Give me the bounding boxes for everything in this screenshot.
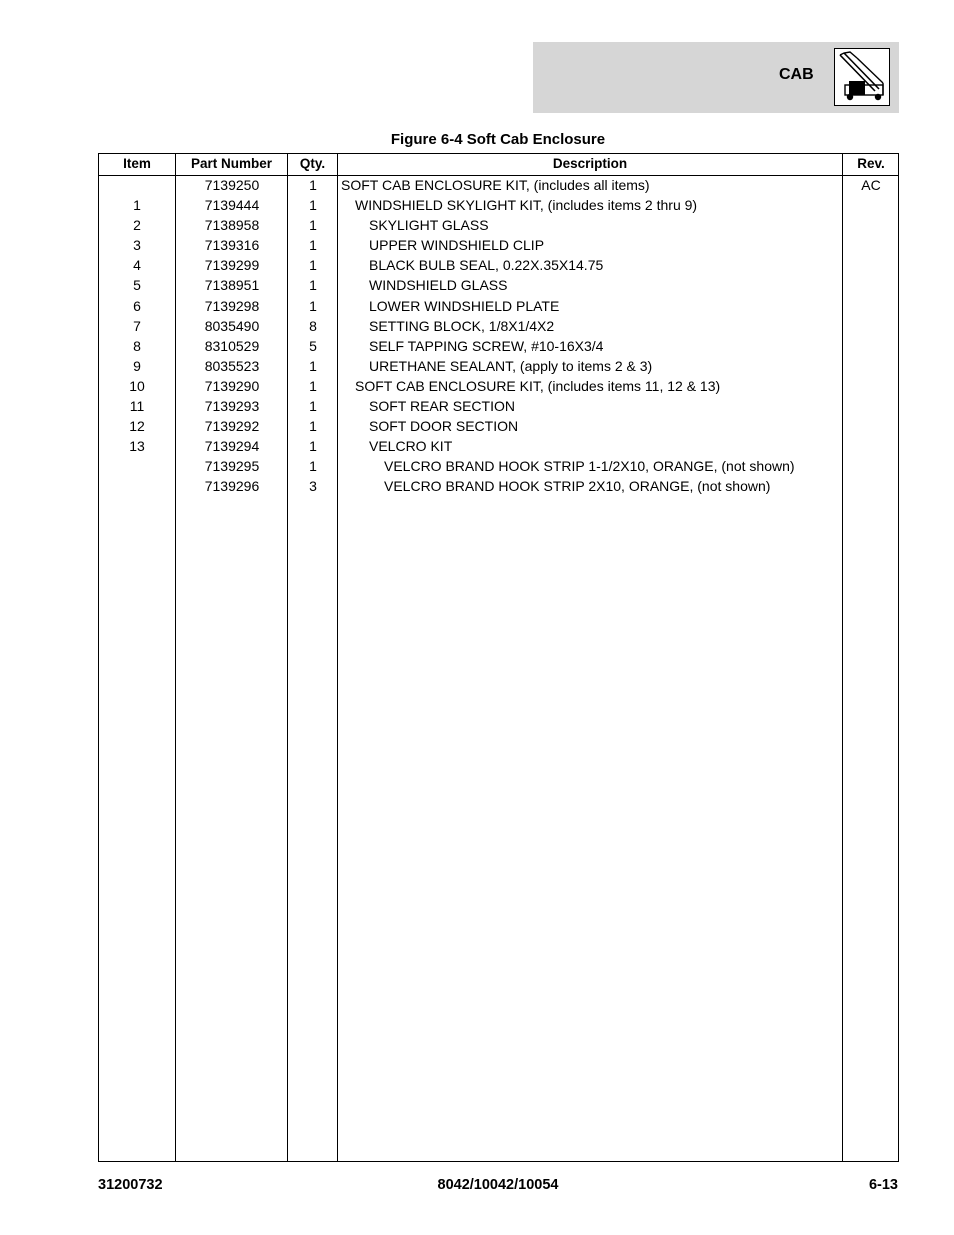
part-number-cell: 7139296 [204,478,260,495]
table-row [99,316,898,336]
lift-machine-icon [834,48,890,106]
parts-table [98,153,899,1162]
description-cell: WINDSHIELD GLASS [369,277,508,294]
table-row [99,356,898,376]
qty-cell: 1 [309,458,317,475]
qty-cell: 1 [309,197,317,214]
column-header-part-number: Part Number [190,156,273,171]
item-cell: 12 [129,418,145,435]
description-cell: SELF TAPPING SCREW, #10-16X3/4 [369,337,604,354]
description-cell: VELCRO KIT [369,438,453,455]
qty-cell: 1 [309,217,317,234]
footer-doc-number: 31200732 [98,1177,163,1193]
item-cell: 6 [133,297,141,314]
description-cell: WINDSHIELD SKYLIGHT KIT, (includes items 2 thru 9) [355,197,698,214]
table-row [99,336,898,356]
item-cell: 10 [129,377,145,394]
item-cell: 13 [129,438,145,455]
table-row [99,235,898,255]
description-cell: URETHANE SEALANT, (apply to items 2 & 3) [369,357,653,374]
table-row [99,215,898,235]
part-number-cell: 7138951 [204,277,260,294]
table-row [99,436,898,456]
item-cell: 7 [133,317,141,334]
item-cell: 2 [133,217,141,234]
footer-page-number: 6-13 [868,1177,898,1193]
item-cell: 3 [133,237,141,254]
qty-cell: 1 [309,297,317,314]
footer-models: 8042/10042/10054 [437,1177,559,1193]
table-row [99,275,898,295]
qty-cell: 5 [309,337,317,354]
table-row [99,296,898,316]
table-row [99,396,898,416]
rev-cell: AC [861,177,881,193]
part-number-cell: 7139295 [204,458,260,475]
table-row [99,476,898,496]
part-number-cell: 7139444 [204,197,260,214]
description-cell: UPPER WINDSHIELD CLIP [369,237,545,254]
qty-cell: 1 [309,177,317,193]
part-number-cell: 8035523 [204,357,260,374]
qty-cell: 1 [309,438,317,455]
column-header-description: Description [552,156,628,171]
part-number-cell: 7139250 [204,177,260,193]
part-number-cell: 7139293 [204,398,260,415]
description-cell: LOWER WINDSHIELD PLATE [369,297,560,314]
description-cell: SOFT DOOR SECTION [369,418,519,435]
item-cell: 8 [133,337,141,354]
qty-cell: 8 [309,317,317,334]
qty-cell: 1 [309,237,317,254]
description-cell: BLACK BULB SEAL, 0.22X.35X14.75 [369,257,604,274]
part-number-cell: 8310529 [204,337,260,354]
column-header-qty: Qty. [299,156,326,171]
table-row [99,175,898,195]
part-number-cell: 7139294 [204,438,260,455]
qty-cell: 1 [309,377,317,394]
item-cell: 11 [129,398,145,415]
qty-cell: 3 [309,478,317,495]
description-cell: SOFT REAR SECTION [369,398,515,415]
qty-cell: 1 [309,257,317,274]
part-number-cell: 7139292 [204,418,260,435]
qty-cell: 1 [309,357,317,374]
qty-cell: 1 [309,398,317,415]
table-row [99,195,898,215]
item-cell: 5 [133,277,141,294]
qty-cell: 1 [309,418,317,435]
part-number-cell: 7139316 [204,237,260,254]
part-number-cell: 7139299 [204,257,260,274]
table-row [99,416,898,436]
column-header-item: Item [123,156,151,171]
part-number-cell: 7138958 [204,217,260,234]
table-row [99,255,898,275]
description-cell: SOFT CAB ENCLOSURE KIT, (includes all items) [341,177,650,193]
item-cell: 9 [133,357,141,374]
column-header-rev: Rev. [857,156,885,171]
table-row [99,376,898,396]
table-body [99,175,898,497]
part-number-cell: 7139298 [204,297,260,314]
part-number-cell: 7139290 [204,377,260,394]
description-cell: VELCRO BRAND HOOK STRIP 2X10, ORANGE, (not shown) [384,478,771,495]
table-row [99,456,898,476]
description-cell: VELCRO BRAND HOOK STRIP 1-1/2X10, ORANGE, (not shown) [384,458,795,475]
description-cell: SOFT CAB ENCLOSURE KIT, (includes items 11, 12 & 13) [355,377,721,394]
item-cell: 4 [133,257,141,274]
figure-title: Figure 6-4 Soft Cab Enclosure [390,131,606,148]
item-cell: 1 [133,197,141,214]
part-number-cell: 8035490 [204,317,260,334]
qty-cell: 1 [309,277,317,294]
description-cell: SKYLIGHT GLASS [369,217,489,234]
section-title: CAB [779,66,814,83]
description-cell: SETTING BLOCK, 1/8X1/4X2 [369,317,555,334]
